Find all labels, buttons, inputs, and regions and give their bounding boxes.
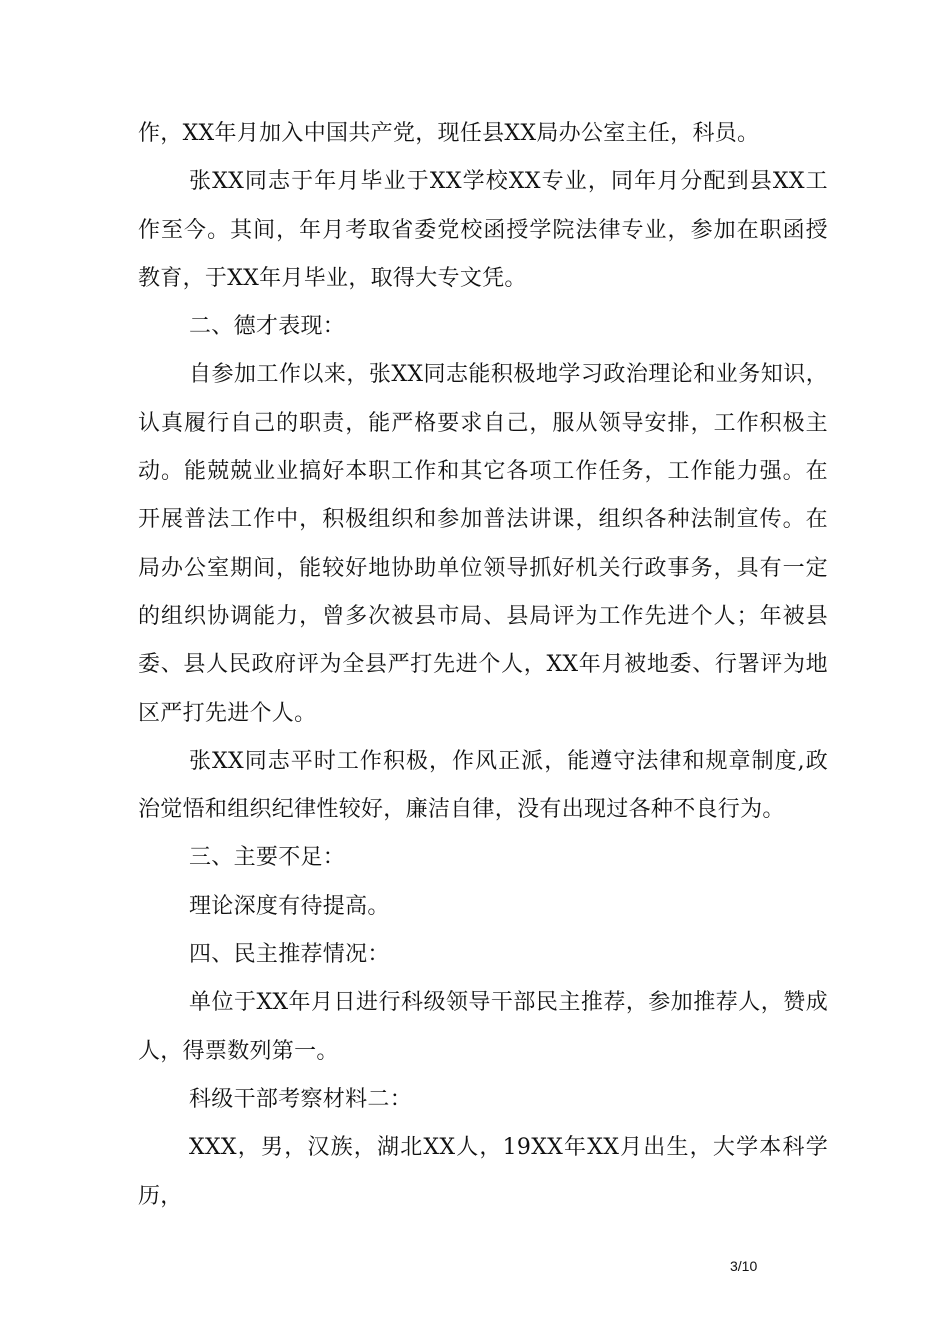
paragraph-4: 自参加工作以来，张XX同志能积极地学习政治理论和业务知识，认真履行自己的职责，能严格要求自己，服从领导安排，工作积极主动。能兢兢业业搞好本职工作和其它各项工作任务，工作能力强。在开展普法工作中，积极组织和参加普法讲课，组织各种法制宣传。在局办公室期间，能较好地协助单位领导抓好机关行政事务，具有一定的组织协调能力，曾多次被县市局、县局评为工作先进个人；年被县委、县人民政府评为全县严打先进个人，XX年月被地委、行署评为地区严打先进个人。 xyxy=(138,362,828,726)
paragraph-11: XXX，男，汉族，湖北XX人，19XX年XX月出生，大学本科学历， xyxy=(138,1135,828,1209)
paragraph-9: 单位于XX年月日进行科级领导干部民主推荐，参加推荐人，赞成人，得票数列第一。 xyxy=(138,990,828,1064)
document-body xyxy=(138,110,828,1221)
subtitle-material-two: 科级干部考察材料二： xyxy=(189,1086,413,1112)
paragraph-1: 作，XX年月加入中国共产党，现任县XX局办公室主任，科员。 xyxy=(138,121,760,146)
paragraph-7: 理论深度有待提高。 xyxy=(189,893,390,919)
paragraph-2: 张XX同志于年月毕业于XX学校XX专业，同年月分配到县XX工作至今。其间，年月考取省委党校函授学院法律专业，参加在职函授教育，于XX年月毕业，取得大专文凭。 xyxy=(138,169,828,291)
section-heading-conduct: 二、德才表现： xyxy=(189,314,346,340)
paragraph-5: 张XX同志平时工作积极，作风正派，能遵守法律和规章制度,政治觉悟和组织纪律性较好，廉洁自律，没有出现过各种不良行为。 xyxy=(138,748,828,823)
section-heading-recommendation: 四、民主推荐情况： xyxy=(189,942,390,968)
section-heading-shortcomings: 三、主要不足： xyxy=(189,845,346,871)
page-number: 3/10 xyxy=(730,1258,758,1274)
